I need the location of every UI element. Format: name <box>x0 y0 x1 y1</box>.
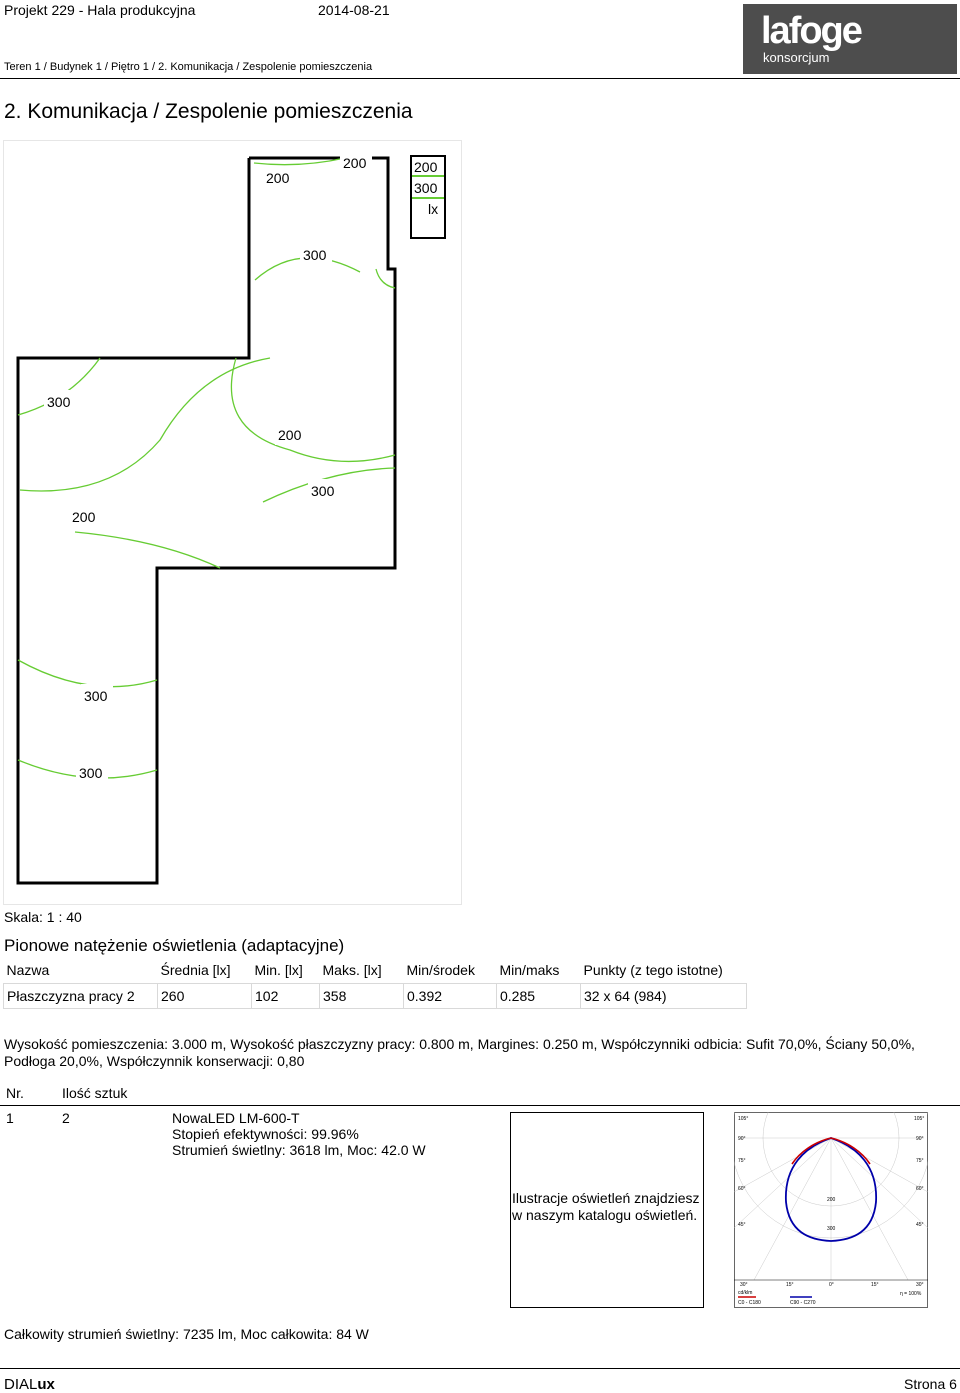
table-cell: 102 <box>252 983 320 1008</box>
column-header: Średnia [lx] <box>160 962 231 979</box>
ring-label: 200 <box>827 1197 836 1203</box>
column-header: Min. [lx] <box>254 962 303 979</box>
angle-label: 75° <box>738 1158 746 1164</box>
luminaire-qty: 2 <box>62 1110 70 1126</box>
project-date: 2014-08-21 <box>318 2 390 18</box>
table-cell: 358 <box>320 983 404 1008</box>
column-header-qty: Ilość sztuk <box>62 1085 128 1101</box>
column-header: Maks. [lx] <box>322 962 382 979</box>
isoline <box>75 532 220 568</box>
column-header: Nazwa <box>6 962 50 979</box>
isoline-label: 200 <box>266 170 290 186</box>
section-title: 2. Komunikacja / Zespolenie pomieszczenia <box>4 100 413 123</box>
angle-label: 105° <box>738 1116 749 1122</box>
room-parameters: Wysokość pomieszczenia: 3.000 m, Wysokość płaszczyzny pracy: 0.800 m, Margines: 0.250 m, Współczynniki odbicia: Sufit 70,0%, Ściany 50,0%, Podłoga 20,0%, Współczynnik konserwacji: 0,80 <box>4 1036 915 1069</box>
column-header: Punkty (z tego istotne) <box>583 962 723 979</box>
isoline-label: 300 <box>47 394 71 410</box>
angle-label: 105° <box>914 1116 925 1122</box>
legend-c0: C0 - C180 <box>738 1300 761 1306</box>
column-header-nr: Nr. <box>6 1085 24 1101</box>
table-header-row <box>4 958 747 983</box>
legend-unit: lx <box>428 201 439 217</box>
angle-label: 60° <box>738 1186 746 1192</box>
luminaire-description <box>172 1110 426 1158</box>
page-number: Strona 6 <box>904 1376 957 1392</box>
isoline-label: 300 <box>311 483 335 499</box>
isoline-label: 200 <box>72 509 96 525</box>
polar-unit: cd/klm <box>738 1290 753 1296</box>
bottom-angle-label: 0° <box>829 1282 834 1288</box>
logo-sub-text: konsorcjum <box>763 50 830 65</box>
angle-label: 45° <box>738 1222 746 1228</box>
legend-c90: C90 - C270 <box>790 1300 816 1306</box>
table-cell: 0.285 <box>497 983 581 1008</box>
angle-label: 60° <box>916 1186 924 1192</box>
bottom-angle-label: 15° <box>786 1282 794 1288</box>
results-title: Pionowe natężenie oświetlenia (adaptacyjne) <box>4 936 345 955</box>
angle-label: 90° <box>738 1136 746 1142</box>
plan-scale: Skala: 1 : 40 <box>4 909 82 925</box>
bottom-angle-label: 30° <box>740 1282 748 1288</box>
project-title: Projekt 229 - Hala produkcyjna <box>4 2 196 18</box>
brand-light: DIAL <box>4 1376 38 1393</box>
luminaire-table-divider <box>0 1105 960 1106</box>
isoline-label: 300 <box>84 688 108 704</box>
isoline-label: 300 <box>79 765 103 781</box>
brand-bold: ux <box>37 1376 55 1393</box>
isoline-label: 200 <box>343 155 367 171</box>
results-table <box>3 958 747 1009</box>
bottom-angle-label: 15° <box>871 1282 879 1288</box>
table-cell: 260 <box>158 983 252 1008</box>
footer-brand <box>4 1376 55 1393</box>
angle-label: 90° <box>916 1136 924 1142</box>
polar-efficiency: η = 100% <box>900 1291 922 1297</box>
image-note-line: w naszym katalogu oświetleń. <box>512 1207 698 1223</box>
luminaire-flux: Strumień świetlny: 3618 lm, Moc: 42.0 W <box>172 1142 426 1158</box>
table-cell: 0.392 <box>404 983 497 1008</box>
polar-diagram <box>734 1112 928 1308</box>
angle-label: 75° <box>916 1158 924 1164</box>
isoline-label: 200 <box>278 427 302 443</box>
legend-value: 200 <box>414 159 438 175</box>
luminaire-image-note <box>512 1190 704 1224</box>
isoline <box>376 269 395 288</box>
table-cell: Płaszczyzna pracy 2 <box>4 983 158 1008</box>
footer-divider <box>0 1368 960 1369</box>
table-cell: 32 x 64 (984) <box>581 983 747 1008</box>
luminaire-nr: 1 <box>6 1110 14 1126</box>
bottom-angle-label: 30° <box>916 1282 924 1288</box>
logo-main-text: lafoge <box>761 10 861 52</box>
total-summary: Całkowity strumień świetlny: 7235 lm, Moc całkowita: 84 W <box>4 1326 369 1342</box>
isoline <box>18 660 157 687</box>
legend-value: 300 <box>414 180 438 196</box>
breadcrumb: Teren 1 / Budynek 1 / Piętro 1 / 2. Komunikacja / Zespolenie pomieszczenia <box>4 61 373 73</box>
isoline-label: 300 <box>303 247 327 263</box>
table-row <box>4 983 747 1008</box>
luminaire-efficiency: Stopień efektywności: 99.96% <box>172 1126 359 1142</box>
isoline <box>231 358 395 461</box>
ring-label: 300 <box>827 1226 836 1232</box>
angle-label: 45° <box>916 1222 924 1228</box>
column-header: Min/środek <box>406 962 475 979</box>
image-note-line: Ilustracje oświetleń znajdziesz <box>512 1190 700 1206</box>
column-header: Min/maks <box>499 962 560 979</box>
luminaire-name: NowaLED LM-600-T <box>172 1110 300 1126</box>
